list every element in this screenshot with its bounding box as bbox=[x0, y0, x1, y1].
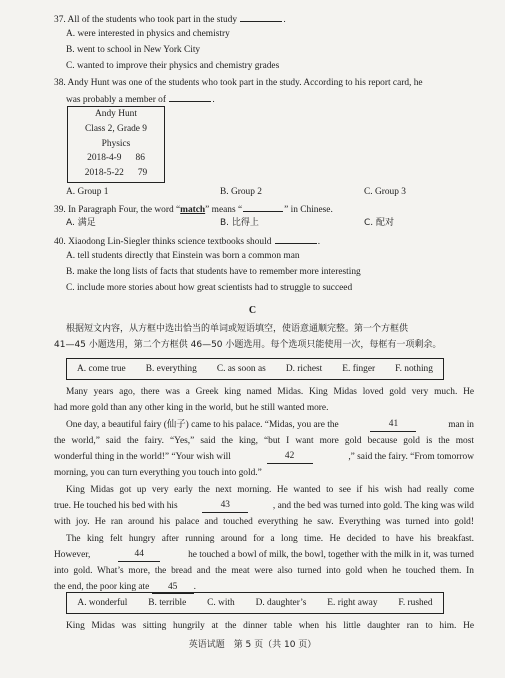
q38-option-b: B. Group 2 bbox=[220, 187, 262, 197]
report-card-class: Class 2, Grade 9 bbox=[85, 123, 147, 134]
passage-text: ,” said the fairy. “From tomorrow bbox=[348, 452, 474, 462]
answer-blank bbox=[243, 202, 283, 212]
box-option: D. richest bbox=[285, 363, 323, 374]
answer-blank bbox=[275, 234, 317, 244]
q37-option-b: B. went to school in New York City bbox=[66, 45, 201, 55]
passage-p3-line3: with joy. He ran around his palace and touched everything he saw. Everything was turned into gold! bbox=[54, 517, 474, 527]
box-option: D. daughter’s bbox=[255, 597, 307, 608]
word-box-1 bbox=[66, 358, 444, 380]
section-heading: C bbox=[248, 305, 257, 316]
page-footer: 英语试题 第 5 页（共 10 页） bbox=[188, 640, 317, 650]
q37-option-a: A. were interested in physics and chemistry bbox=[66, 29, 230, 39]
q40-stem-text: 40. Xiaodong Lin-Siegler thinks science textbooks should bbox=[54, 237, 272, 247]
passage-text: man in bbox=[448, 420, 474, 430]
passage-text: wonderful thing in the world!” “Your wish will bbox=[54, 452, 231, 462]
passage-text: , and the bed was turned into gold. The king was wild bbox=[272, 501, 474, 511]
passage-p3-line2 bbox=[54, 500, 474, 513]
q37-stem: 37. All of the students who took part in the study . bbox=[54, 12, 286, 27]
box-option: E. right away bbox=[327, 597, 378, 608]
box-option: E. finger bbox=[342, 363, 376, 374]
report-card-score: 86 bbox=[135, 153, 145, 164]
answer-blank-45: 45 bbox=[152, 582, 194, 594]
q39-stem-pre: 39. In Paragraph Four, the word “ bbox=[54, 205, 181, 215]
box-option: F. nothing bbox=[395, 363, 433, 374]
report-card-subject: Physics bbox=[101, 138, 131, 149]
passage-p2-line1 bbox=[66, 419, 474, 432]
passage-p5-line1: King Midas was sitting hungrily at the dinner table when his little daughter ran to him. He bbox=[66, 621, 474, 631]
box-option: C. with bbox=[207, 597, 235, 608]
word-box-2 bbox=[66, 592, 444, 614]
report-card-date: 2018-5-22 bbox=[84, 168, 124, 179]
q39-option-a: A. 满足 bbox=[66, 218, 96, 228]
passage-p2-line3 bbox=[54, 451, 474, 464]
passage-p4-line3: into gold. What’s more, the bread and the meat were also turned into gold when he touched them. In bbox=[54, 566, 474, 576]
answer-blank-44: 44 bbox=[118, 549, 160, 562]
answer-blank-41: 41 bbox=[370, 419, 416, 432]
q37-stem-text: 37. All of the students who took part in the study bbox=[54, 15, 238, 25]
q39-keyword: match bbox=[180, 205, 206, 215]
q38-stem-text: was probably a member of bbox=[66, 95, 166, 105]
q40-option-c: C. include more stories about how great scientists had to struggle to succeed bbox=[66, 283, 353, 293]
answer-blank bbox=[169, 92, 211, 102]
q40-stem: 40. Xiaodong Lin-Siegler thinks science textbooks should . bbox=[54, 234, 320, 249]
passage-text: he touched a bowl of milk, the bowl, together with the milk in it, was turned bbox=[188, 550, 474, 560]
passage-text: true. He touched his bed with his bbox=[54, 501, 178, 511]
answer-blank bbox=[240, 12, 282, 22]
report-card-name: Andy Hunt bbox=[95, 109, 137, 119]
q38-option-a: A. Group 1 bbox=[66, 187, 109, 197]
report-card-row-1 bbox=[68, 151, 164, 166]
box-option: B. terrible bbox=[148, 597, 187, 608]
q39-option-c: C. 配对 bbox=[364, 218, 395, 228]
passage-p3-line1: King Midas got up very early the next morning. He wanted to see if his wish had really come bbox=[66, 485, 474, 495]
q38-stem-line2: was probably a member of . bbox=[66, 92, 215, 107]
passage-p1-line1: Many years ago, there was a Greek king named Midas. King Midas loved gold very much. He bbox=[66, 387, 474, 397]
passage-p1-line2: had more gold than any other king in the world, but he still wanted more. bbox=[54, 403, 329, 413]
q38-option-c: C. Group 3 bbox=[364, 187, 406, 197]
q40-option-a: A. tell students directly that Einstein was born a common man bbox=[66, 251, 300, 261]
q39-option-b: B. 比得上 bbox=[220, 218, 259, 228]
passage-p2-line2: the world,” said the fairy. “Yes,” said the king, “but I want more gold because gold is the most bbox=[54, 436, 474, 446]
q39-stem-mid: ” means “ bbox=[205, 205, 243, 215]
passage-p2-line4: morning, you can turn everything you touch into gold.” bbox=[54, 468, 262, 478]
passage-p4-line2 bbox=[54, 549, 474, 562]
report-card-score: 79 bbox=[137, 168, 148, 179]
q39-stem bbox=[54, 202, 333, 217]
box-option: B. everything bbox=[145, 363, 197, 374]
box-option: A. wonderful bbox=[77, 597, 128, 608]
report-card-date: 2018-4-9 bbox=[87, 153, 122, 164]
passage-text: However, bbox=[54, 550, 91, 560]
passage-text: One day, a beautiful fairy (仙子) came to his palace. “Midas, you are the bbox=[66, 420, 339, 430]
q38-stem-line1: 38. Andy Hunt was one of the students who took part in the study. According to his report card, he bbox=[54, 78, 423, 88]
box-option: A. come true bbox=[77, 363, 126, 374]
instructions-line-1: 根据短文内容，从方框中选出恰当的单词或短语填空，使语意通顺完整。第一个方框供 bbox=[66, 324, 409, 334]
report-card bbox=[67, 106, 165, 183]
q40-option-b: B. make the long lists of facts that students have to remember more interesting bbox=[66, 267, 361, 277]
answer-blank-42: 42 bbox=[267, 451, 313, 464]
box-option: C. as soon as bbox=[216, 363, 266, 374]
box-option: F. rushed bbox=[398, 597, 433, 608]
passage-text: the end, the poor king ate bbox=[54, 582, 150, 592]
instructions-line-2: 41—45 小题选用，第二个方框供 46—50 小题选用。每个选项只能使用一次，每框有一项剩余。 bbox=[54, 340, 442, 350]
passage-text: . bbox=[193, 582, 196, 592]
answer-blank-43: 43 bbox=[202, 500, 248, 513]
report-card-row-2 bbox=[68, 166, 164, 181]
passage-p4-line1: The king felt hungry after running around for a long time. He decided to have his breakfast. bbox=[66, 534, 474, 544]
q37-option-c: C. wanted to improve their physics and chemistry grades bbox=[66, 61, 280, 71]
q39-stem-post: ” in Chinese. bbox=[284, 205, 333, 215]
